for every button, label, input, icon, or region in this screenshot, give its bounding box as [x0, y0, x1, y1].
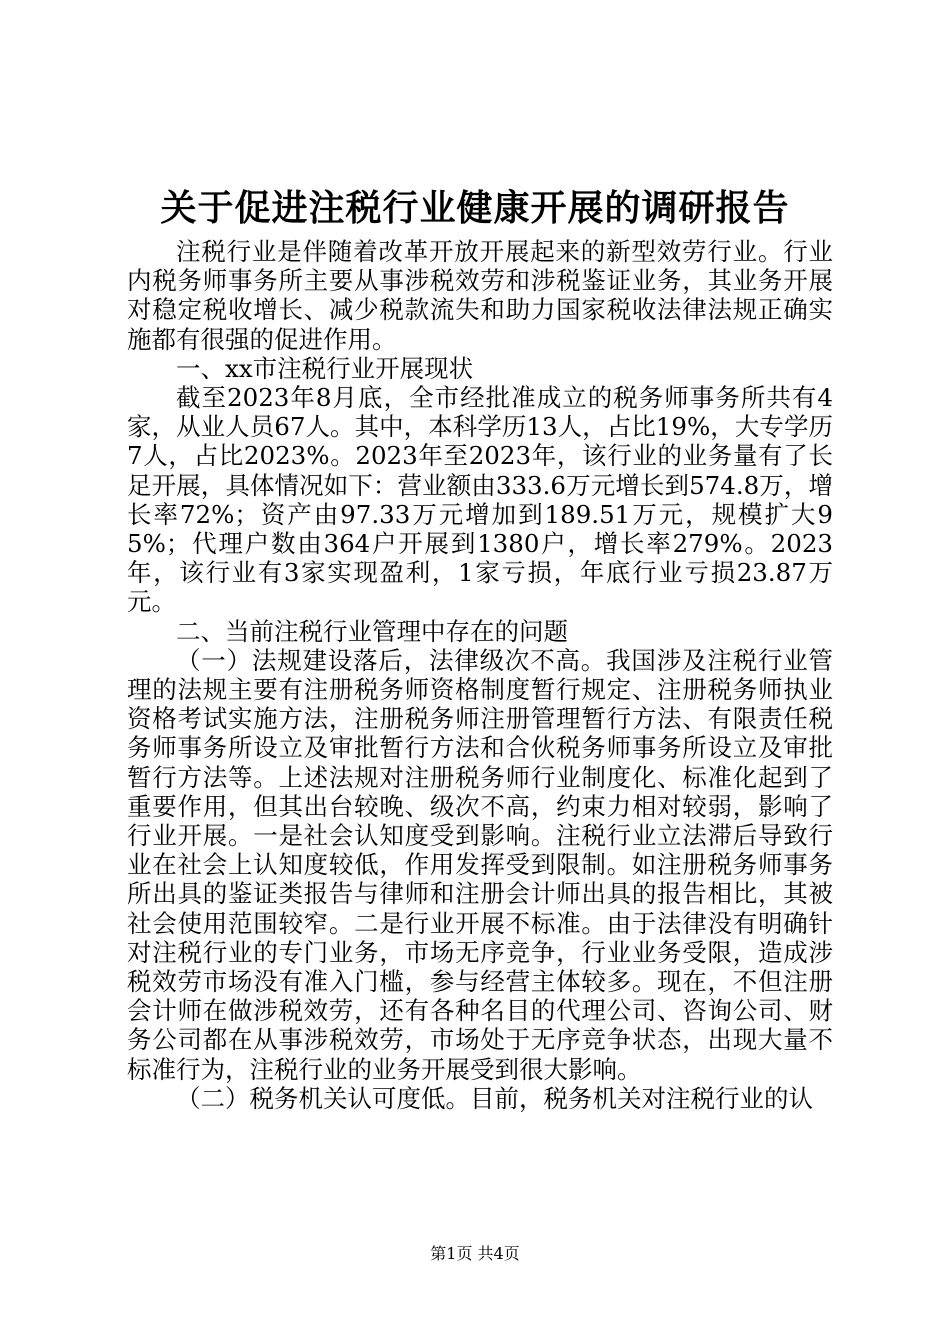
section-heading-1: 一、xx市注税行业开展现状	[176, 353, 474, 383]
paragraph-intro: 注税行业是伴随着改革开放开展起来的新型效劳行业。行业内税务师事务所主要从事涉税效劳和涉税鉴证业务，其业务开展对稳定税收增长、减少税款流失和助力国家税收法律法规正确实施都有很强的促进作用。	[127, 237, 833, 354]
document-title: 关于促进注税行业健康开展的调研报告	[160, 187, 790, 229]
document-body	[127, 237, 833, 1113]
paragraph-status: 截至2023年8月底，全市经批准成立的税务师事务所共有4家，从业人员67人。其中，本科学历13人，占比19%，大专学历7人，占比2023%。2023年至2023年，该行业的业务量有了长足开展，具体情况如下：营业额由333.6万元增长到574.8万，增长率72%；资产由97.33万元增加到189.51万元，规模扩大95%；代理户数由364户开展到1380户，增长率279%。2023年，该行业有3家实现盈利，1家亏损，年底行业亏损23.87万元。	[127, 383, 833, 617]
paragraph-issue-2: （二）税务机关认可度低。目前，税务机关对注税行业的认	[176, 1083, 813, 1113]
paragraph-issue-1: （一）法规建设落后，法律级次不高。我国涉及注税行业管理的法规主要有注册税务师资格制度暂行规定、注册税务师执业资格考试实施方法，注册税务师注册管理暂行方法、有限责任税务师事务所设立及审批暂行方法和合伙税务师事务所设立及审批暂行方法等。上述法规对注册税务师行业制度化、标准化起到了重要作用，但其出台较晚、级次不高，约束力相对较弱，影响了行业开展。一是社会认知度受到影响。注税行业立法滞后导致行业在社会上认知度较低，作用发挥受到限制。如注册税务师事务所出具的鉴证类报告与律师和注册会计师出具的报告相比，其被社会使用范围较窄。二是行业开展不标准。由于法律没有明确针对注税行业的专门业务，市场无序竞争，行业业务受限，造成涉税效劳市场没有准入门槛，参与经营主体较多。现在，不但注册会计师在做涉税效劳，还有各种名目的代理公司、咨询公司、财务公司都在从事涉税效劳，市场处于无序竞争状态，出现大量不标准行为，注税行业的业务开展受到很大影响。	[127, 645, 833, 1084]
page-footer: 第1页 共4页	[430, 1244, 520, 1263]
section-heading-2: 二、当前注税行业管理中存在的问题	[176, 616, 568, 646]
